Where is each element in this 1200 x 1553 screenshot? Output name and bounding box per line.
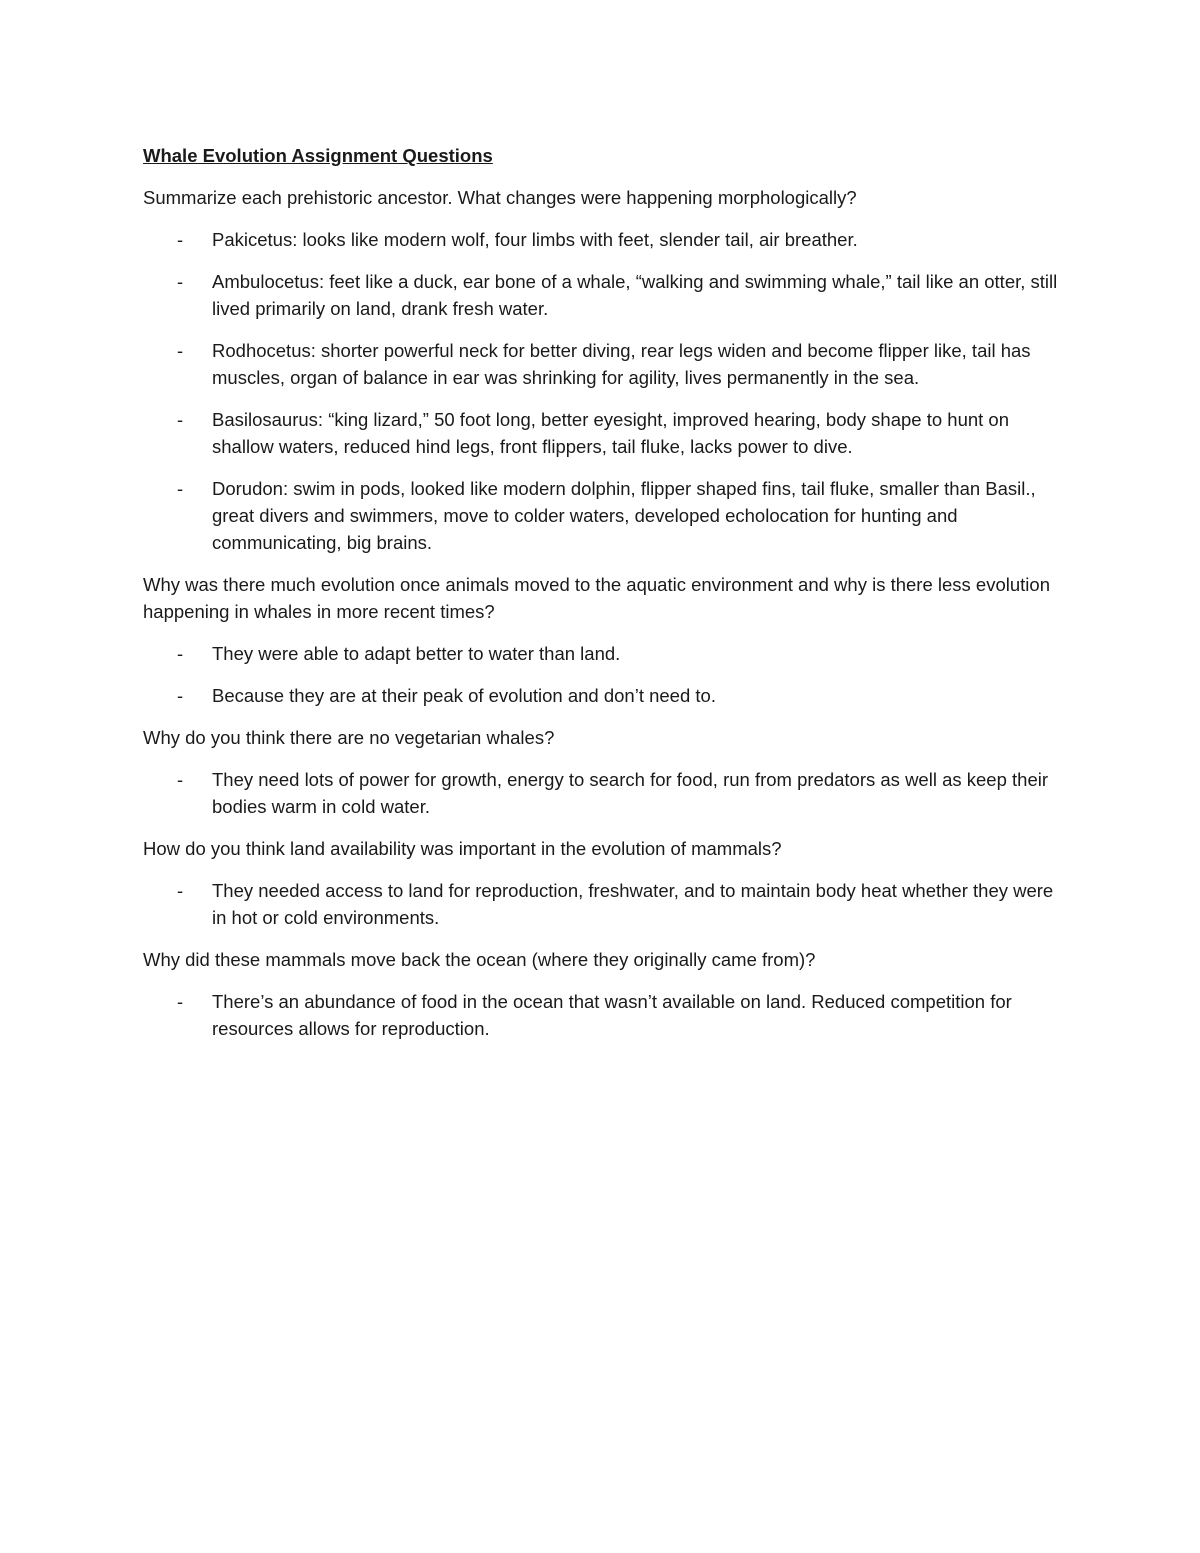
question-5: Why did these mammals move back the ocean (where they originally came from)? xyxy=(143,949,816,970)
answer-text: Ambulocetus: feet like a duck, ear bone of a whale, “walking and swimming whale,” tail like an otter, still lived primarily on land, drank fresh water. xyxy=(212,271,1058,319)
answer-text: There’s an abundance of food in the ocean that wasn’t available on land. Reduced competition for resources allows for reproduction. xyxy=(212,991,1012,1039)
bullet-dash: - xyxy=(177,229,184,250)
answer-text: Because they are at their peak of evolution and don’t need to. xyxy=(212,685,716,706)
answer-text: Basilosaurus: “king lizard,” 50 foot long, better eyesight, improved hearing, body shape to hunt on shallow waters, reduced hind legs, front flippers, tail fluke, lacks power to dive. xyxy=(212,409,1009,457)
bullet-dash: - xyxy=(177,769,184,790)
document-title: Whale Evolution Assignment Questions xyxy=(143,145,493,166)
bullet-dash: - xyxy=(177,340,184,361)
answer-text: They were able to adapt better to water than land. xyxy=(212,643,621,664)
list-item xyxy=(143,226,1063,253)
list-item xyxy=(143,766,1063,820)
list-item xyxy=(143,640,1063,667)
list-item xyxy=(143,337,1063,391)
bullet-dash: - xyxy=(177,685,184,706)
bullet-dash: - xyxy=(177,880,184,901)
answer-list-1 xyxy=(143,226,1063,556)
bullet-dash: - xyxy=(177,643,184,664)
answer-text: Pakicetus: looks like modern wolf, four limbs with feet, slender tail, air breather. xyxy=(212,229,858,250)
answer-list-5 xyxy=(143,988,1063,1042)
list-item xyxy=(143,988,1063,1042)
document-page xyxy=(143,143,1063,1057)
bullet-dash: - xyxy=(177,991,184,1012)
list-item xyxy=(143,406,1063,460)
answer-text: Rodhocetus: shorter powerful neck for better diving, rear legs widen and become flipper like, tail has muscles, organ of balance in ear was shrinking for agility, lives permanently in the sea. xyxy=(212,340,1031,388)
bullet-dash: - xyxy=(177,409,184,430)
question-4: How do you think land availability was important in the evolution of mammals? xyxy=(143,838,782,859)
answer-text: Dorudon: swim in pods, looked like modern dolphin, flipper shaped fins, tail fluke, smaller than Basil., great divers and swimmers, move to colder waters, developed echolocation for hunting and communicating, big brains. xyxy=(212,478,1036,553)
question-1: Summarize each prehistoric ancestor. What changes were happening morphologically? xyxy=(143,187,857,208)
list-item xyxy=(143,268,1063,322)
answer-text: They needed access to land for reproduction, freshwater, and to maintain body heat whether they were in hot or cold environments. xyxy=(212,880,1054,928)
answer-text: They need lots of power for growth, energy to search for food, run from predators as well as keep their bodies warm in cold water. xyxy=(212,769,1049,817)
question-2: Why was there much evolution once animals moved to the aquatic environment and why is there less evolution happening in whales in more recent times? xyxy=(143,574,1050,622)
list-item xyxy=(143,475,1063,556)
question-3: Why do you think there are no vegetarian whales? xyxy=(143,727,555,748)
answer-list-4 xyxy=(143,877,1063,931)
list-item xyxy=(143,682,1063,709)
answer-list-2 xyxy=(143,640,1063,709)
answer-list-3 xyxy=(143,766,1063,820)
list-item xyxy=(143,877,1063,931)
bullet-dash: - xyxy=(177,478,184,499)
bullet-dash: - xyxy=(177,271,184,292)
